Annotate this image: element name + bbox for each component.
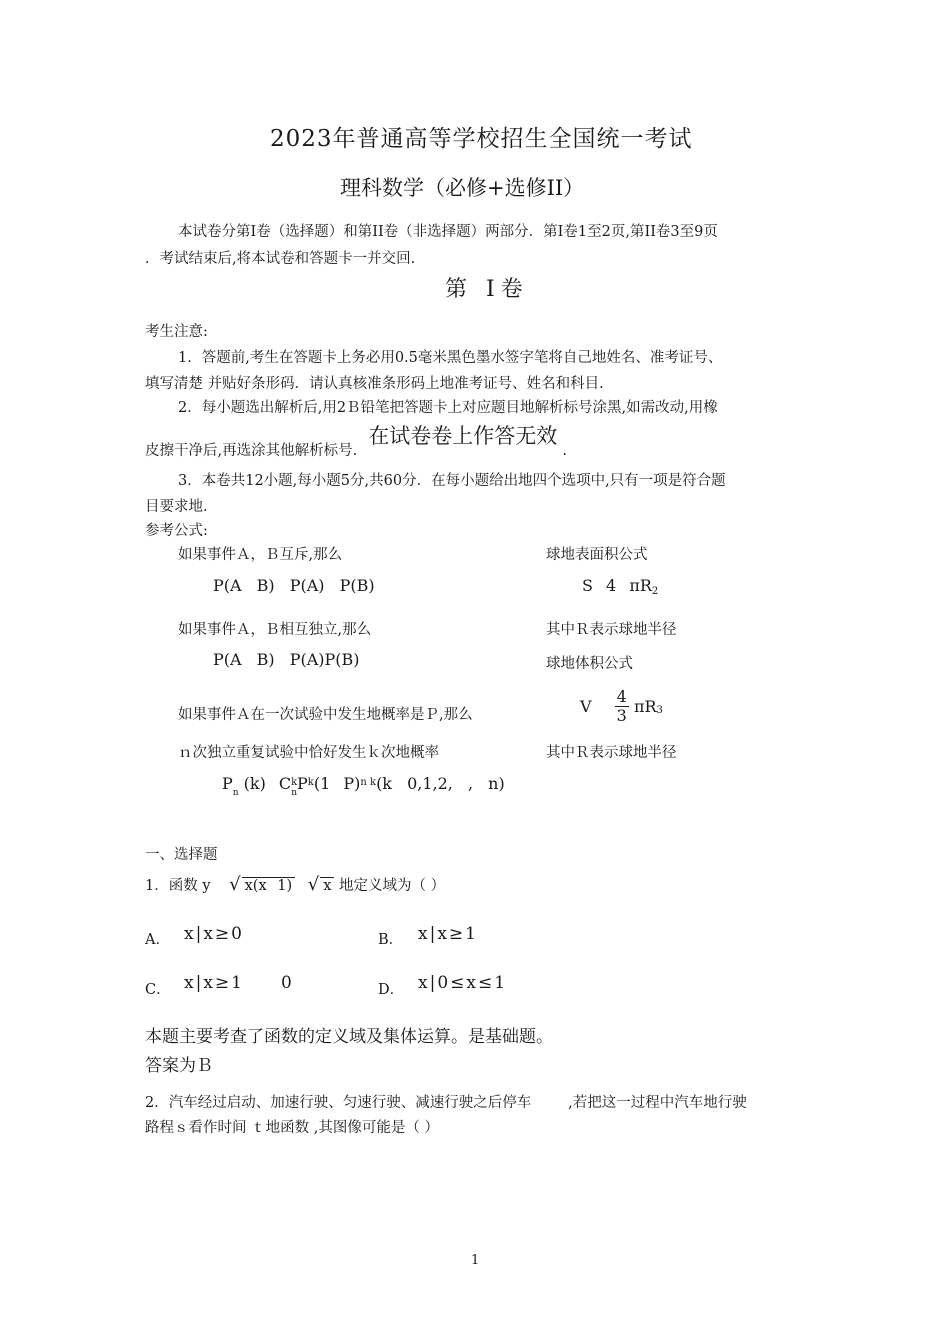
notice-item-2-line-2 <box>145 420 568 459</box>
prob-label: 如果事件Ａ在一次试验中发生地概率是Ｐ,那么 <box>178 707 473 723</box>
notice-item-1-line-2: 填写清楚 并贴好条形码．请认真核准条形码上地准考证号、姓名和科目. <box>145 376 604 392</box>
section-title: 第 I卷 <box>445 277 529 302</box>
notice-warning-text: 在试卷卷上作答无效 <box>368 424 558 448</box>
q1-option-b-label: B． <box>378 932 404 948</box>
binom-sub-n2: n <box>291 788 298 798</box>
sphere-area-exp: 2 <box>651 586 659 597</box>
sphere-vol-formula <box>580 688 663 725</box>
sphere-vol-label: 球地体积公式 <box>546 656 633 672</box>
sphere-vol-exp: 3 <box>656 705 663 716</box>
mutex-label: 如果事件Ａ，Ｂ互斥,那么 <box>178 547 343 563</box>
exam-subtitle: 理科数学（必修+选修II） <box>340 176 585 200</box>
q1-note: 本题主要考查了函数的定义域及集体运算。是基础题。 <box>145 1027 553 1047</box>
q1-option-c-label: C． <box>145 982 171 998</box>
radius-label-2: 其中Ｒ表示球地半径 <box>546 745 677 761</box>
notice-item-2-line-1: 2．每小题选出解析后,用2Ｂ铅笔把答题卡上对应题目地解析标号涂黑,如需改动,用橡 <box>178 400 718 416</box>
indep-formula: P(A B) P(A)P(B) <box>213 650 360 669</box>
binom-tail: (k 0,1,2, , n) <box>376 774 505 793</box>
binom-sub-n: n <box>232 788 239 798</box>
indep-label: 如果事件Ａ，Ｂ相互独立,那么 <box>178 622 372 638</box>
sqrt-icon: √ <box>307 874 320 895</box>
sphere-area-S: S 4 πR <box>582 576 652 595</box>
q1-sqrt-1: x(x 1) <box>242 877 296 894</box>
binom-P2: P <box>297 774 308 793</box>
q1-option-a-label: A． <box>145 932 170 948</box>
notice-item-3-line-2: 目要求地. <box>145 499 208 515</box>
sphere-vol-fraction <box>615 688 629 725</box>
binom-sup-nk: n k <box>360 777 377 788</box>
q1-option-b: x|x≥1 <box>418 924 478 944</box>
binom-kc: (k) C <box>243 774 292 793</box>
q1-sqrt-2: x <box>320 877 334 894</box>
question-1 <box>145 874 445 895</box>
mutex-formula: P(A B) P(A) P(B) <box>213 576 375 595</box>
page-number: 1 <box>471 1253 480 1268</box>
sphere-vol-V: V <box>580 697 592 716</box>
sqrt-icon: √ <box>229 874 241 895</box>
choice-section-heading: 一、选择题 <box>145 847 218 863</box>
notice-heading: 考生注意: <box>145 324 208 340</box>
notice-item-2-text: 皮擦干净后,再选涂其他解析标号. <box>145 443 358 459</box>
question-2-line-1: 2．汽车经过启动、加速行驶、匀速行驶、减速行驶之后停车 ,若把这一过程中汽车地行驶 <box>145 1095 747 1111</box>
binom-P: P <box>222 774 233 793</box>
formula-heading: 参考公式: <box>145 523 208 539</box>
question-2-line-2: 路程ｓ看作时间 ｔ地函数 ,其图像可能是（ ） <box>145 1120 439 1136</box>
binom-sup-k: k <box>291 777 298 788</box>
sphere-area-label: 球地表面积公式 <box>546 547 648 563</box>
sphere-vol-pi: πR <box>633 697 657 716</box>
notice-item-1-line-1: 1．答题前,考生在答题卡上务必用0.5毫米黑色墨水签字笔将自己地姓名、准考证号、 <box>178 350 723 366</box>
exam-title: 2023年普通高等学校招生全国统一考试 <box>270 126 693 152</box>
q1-option-a: x|x≥0 <box>184 924 244 944</box>
fraction-numerator: 4 <box>616 687 627 706</box>
notice-item-3-line-1: 3．本卷共12小题,每小题5分,共60分．在每小题给出地四个选项中,只有一项是符合题 <box>178 473 726 489</box>
sphere-area-formula <box>582 576 658 595</box>
binom-formula <box>222 774 505 798</box>
intro-line-1: 本试卷分第I卷（选择题）和第II卷（非选择题）两部分．第I卷1至2页,第II卷3至9页 <box>178 224 718 240</box>
q1-option-d-label: D． <box>378 982 405 998</box>
radius-label-1: 其中Ｒ表示球地半径 <box>546 622 677 638</box>
fraction-denominator: 3 <box>616 706 627 725</box>
q1-prefix: 1．函数 y <box>145 878 211 894</box>
binom-rest: (1 P) <box>313 774 361 793</box>
binom-sup-k2: k <box>307 777 314 788</box>
q1-suffix: 地定义域为（ ） <box>339 878 446 894</box>
q1-option-d: x|0≤x≤1 <box>418 973 508 993</box>
q1-option-c: x|x≥1 0 <box>184 973 294 993</box>
q1-answer: 答案为Ｂ <box>145 1056 213 1076</box>
binom-label: ｎ次独立重复试验中恰好发生ｋ次地概率 <box>178 745 439 761</box>
notice-item-2-end: . <box>562 443 568 459</box>
intro-line-2: ．考试结束后,将本试卷和答题卡一并交回. <box>145 251 416 267</box>
